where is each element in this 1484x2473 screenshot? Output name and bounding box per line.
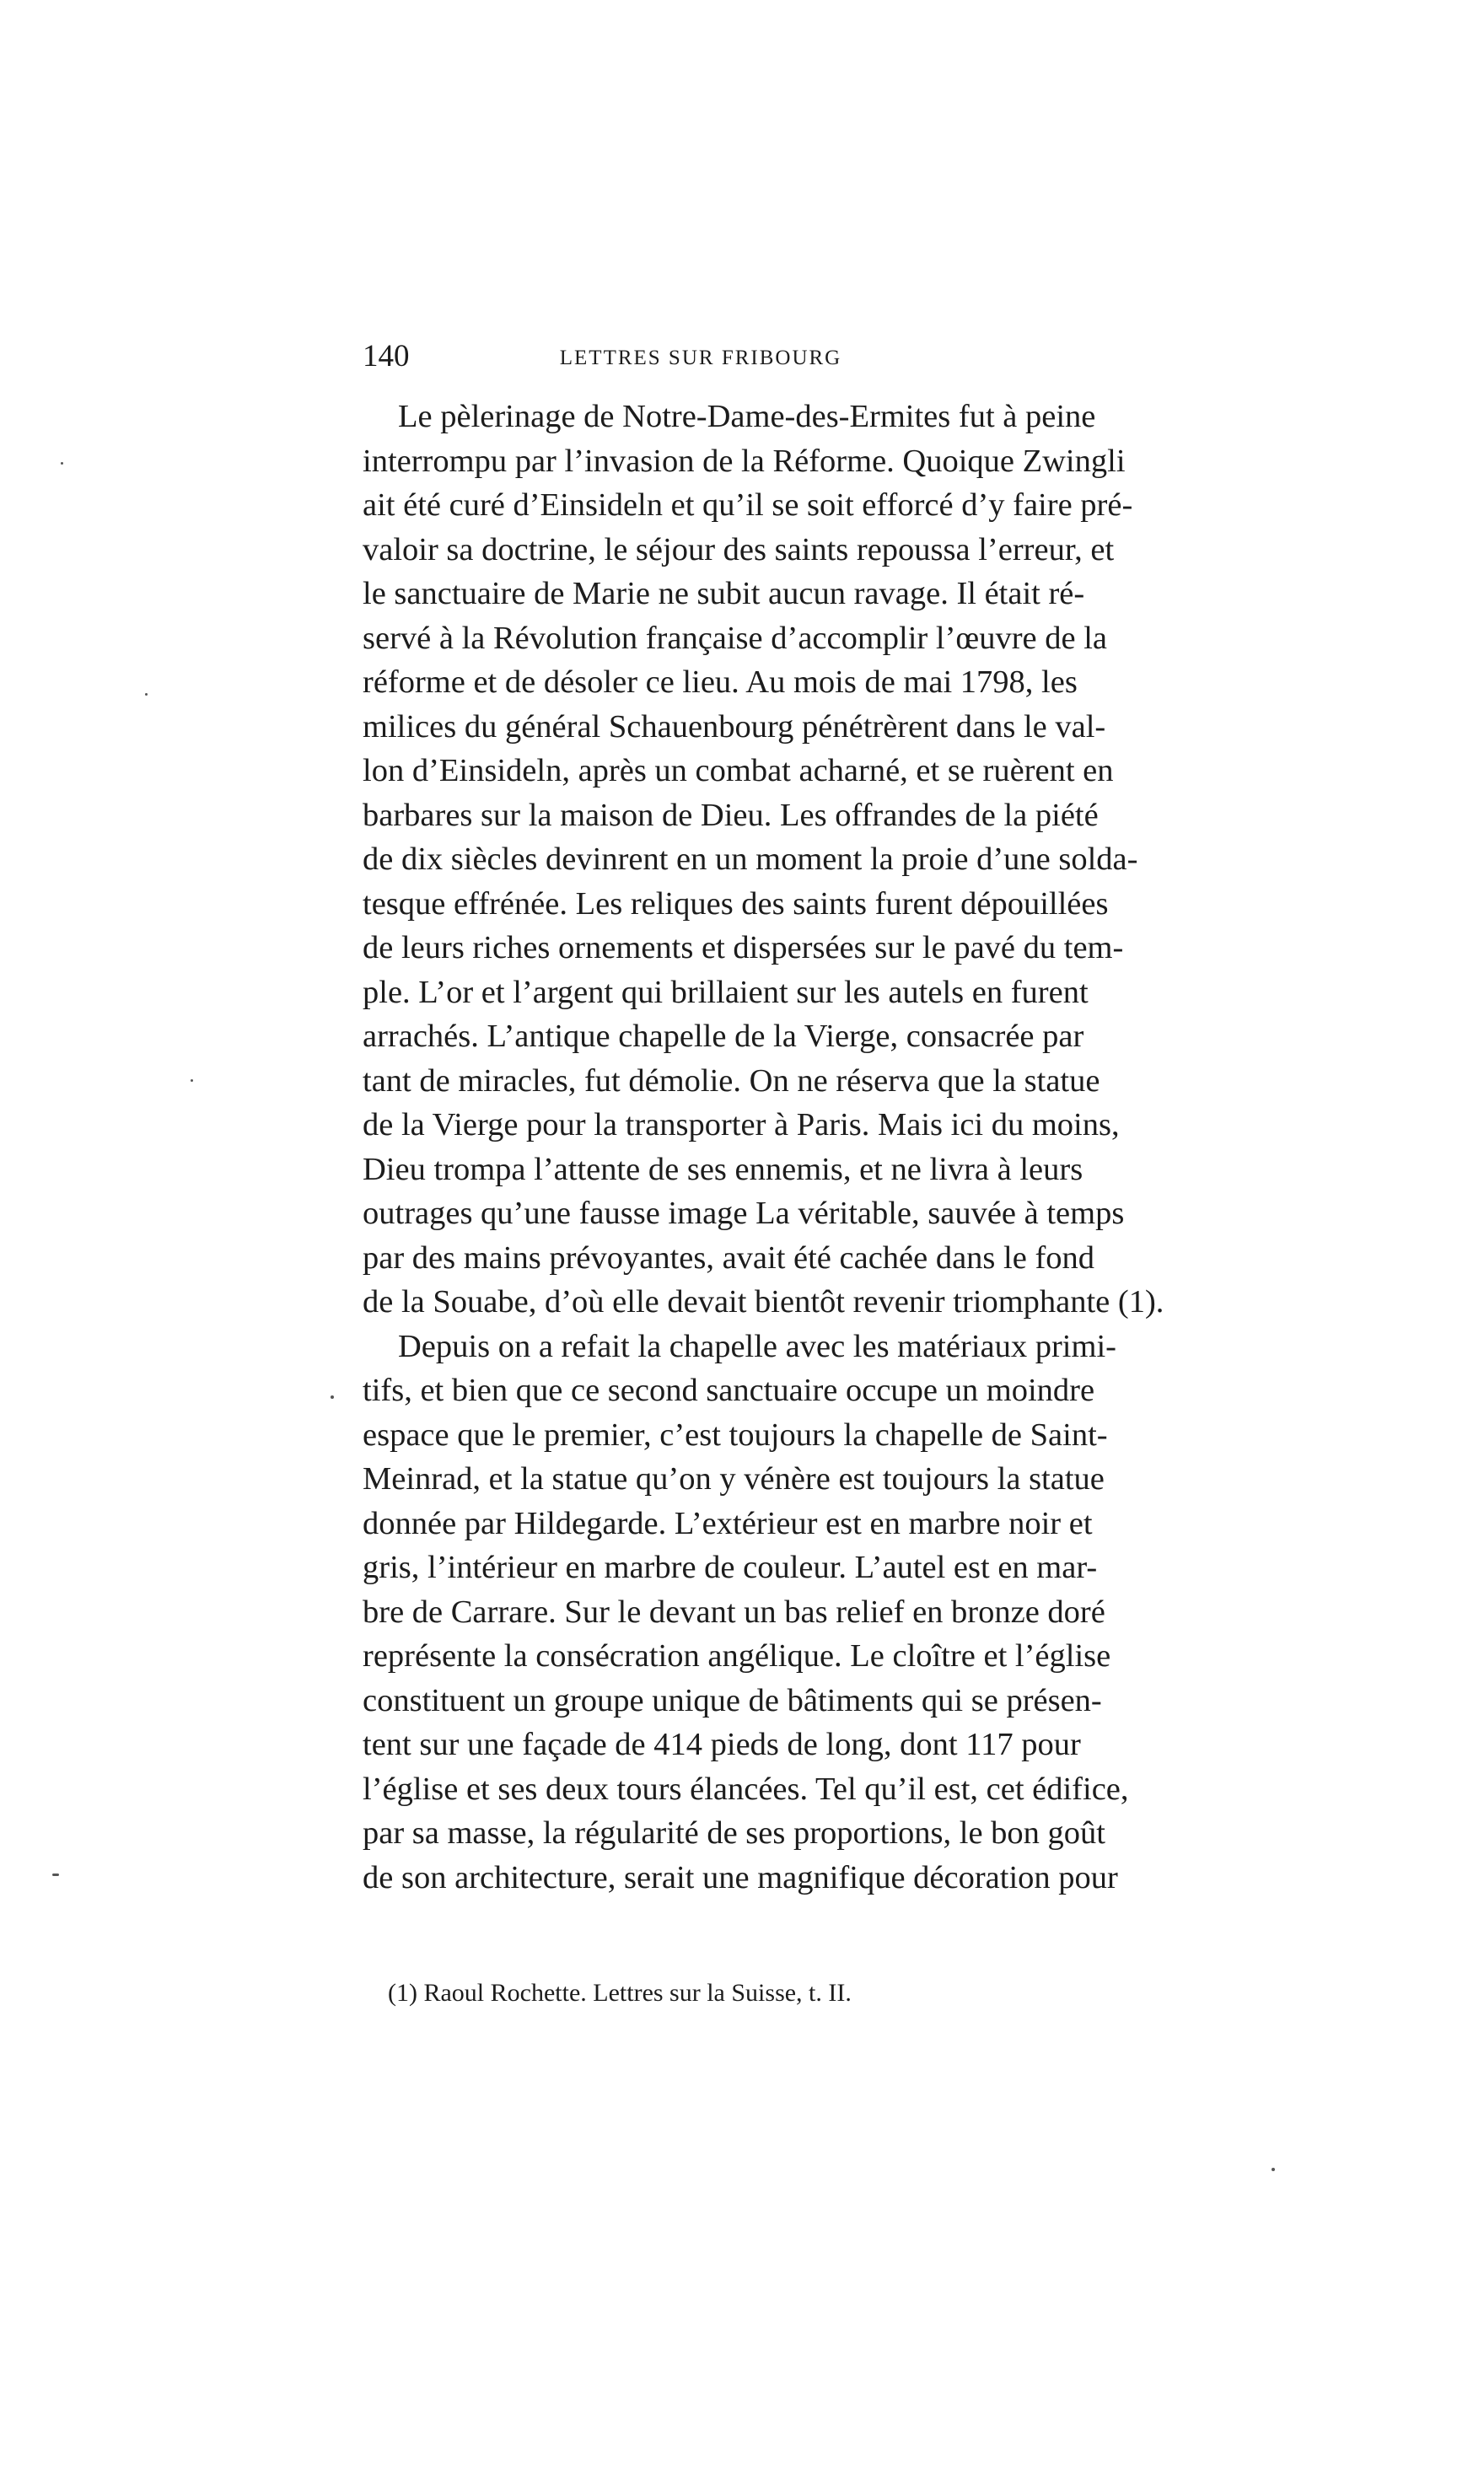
scan-speck — [61, 462, 63, 465]
text-line: constituent un groupe unique de bâtiments qui se présen- — [363, 1682, 1102, 1718]
text-line: tent sur une façade de 414 pieds de long, dont 117 pour — [363, 1727, 1081, 1762]
text-line: par des mains prévoyantes, avait été cachée dans le fond — [363, 1239, 1095, 1276]
scan-speck — [191, 1079, 193, 1082]
text-line: de leurs riches ornements et dispersées sur le pavé du tem- — [363, 930, 1124, 965]
text-line: par sa masse, la régularité de ses proportions, le bon goût — [363, 1815, 1105, 1851]
text-line: de la Souabe, d’où elle devait bientôt revenir triomphante (1). — [363, 1284, 1164, 1320]
text-line: valoir sa doctrine, le séjour des saints repoussa l’erreur, et — [363, 531, 1115, 567]
running-title: LETTRES SUR FRIBOURG — [559, 347, 842, 369]
text-line: interrompu par l’invasion de la Réforme. Quoique Zwingli — [363, 443, 1126, 479]
text-line: Le pèlerinage de Notre-Dame-des-Ermites fut à peine — [398, 399, 1096, 434]
footnote: (1) Raoul Rochette. Lettres sur la Suisse, t. II. — [388, 1979, 852, 2007]
text-line: de son architecture, serait une magnifique décoration pour — [363, 1859, 1118, 1895]
scan-speck — [52, 1874, 59, 1876]
body-text — [363, 395, 1164, 1900]
text-line: outrages qu’une fausse image La véritable, sauvée à temps — [363, 1196, 1125, 1231]
text-line: de la Vierge pour la transporter à Paris. Mais ici du moins, — [363, 1107, 1120, 1142]
page-number: 140 — [363, 339, 410, 374]
scan-speck — [1272, 2168, 1275, 2171]
text-line: milices du général Schauenbourg pénétrèrent dans le val- — [363, 708, 1106, 745]
scan-speck — [331, 1395, 334, 1399]
text-line: lon d’Einsideln, après un combat acharné, et se ruèrent en — [363, 753, 1114, 788]
text-line: servé à la Révolution française d’accomplir l’œuvre de la — [363, 620, 1107, 656]
text-line: réforme et de désoler ce lieu. Au mois de mai 1798, les — [363, 664, 1078, 700]
text-line: donnée par Hildegarde. L’extérieur est en marbre noir et — [363, 1505, 1093, 1541]
text-line: tesque effrénée. Les reliques des saints furent dépouillées — [363, 885, 1109, 922]
text-line: l’église et ses deux tours élancées. Tel qu’il est, cet édifice, — [363, 1771, 1129, 1807]
text-line: Depuis on a refait la chapelle avec les matériaux primi- — [398, 1328, 1116, 1364]
text-line: Meinrad, et la statue qu’on y vénère est toujours la statue — [363, 1461, 1105, 1497]
text-line: ait été curé d’Einsideln et qu’il se soit efforcé d’y faire pré- — [363, 487, 1133, 523]
text-line: ple. L’or et l’argent qui brillaient sur les autels en furent — [363, 974, 1089, 1010]
text-line: tant de miracles, fut démolie. On ne réserva que la statue — [363, 1062, 1100, 1099]
scan-speck — [145, 693, 148, 696]
text-line: espace que le premier, c’est toujours la chapelle de Saint- — [363, 1417, 1108, 1453]
text-line: bre de Carrare. Sur le devant un bas relief en bronze doré — [363, 1594, 1105, 1630]
text-line: barbares sur la maison de Dieu. Les offrandes de la piété — [363, 797, 1099, 833]
text-line: arrachés. L’antique chapelle de la Vierge, consacrée par — [363, 1019, 1084, 1054]
text-line: tifs, et bien que ce second sanctuaire occupe un moindre — [363, 1373, 1095, 1408]
text-line: le sanctuaire de Marie ne subit aucun ravage. Il était ré- — [363, 576, 1085, 611]
page-header — [363, 336, 971, 378]
text-line: Dieu trompa l’attente de ses ennemis, et ne livra à leurs — [363, 1151, 1083, 1187]
text-line: gris, l’intérieur en marbre de couleur. L’autel est en mar- — [363, 1550, 1098, 1585]
text-line: de dix siècles devinrent en un moment la proie d’une solda- — [363, 841, 1138, 877]
text-line: représente la consécration angélique. Le cloître et l’église — [363, 1638, 1111, 1674]
